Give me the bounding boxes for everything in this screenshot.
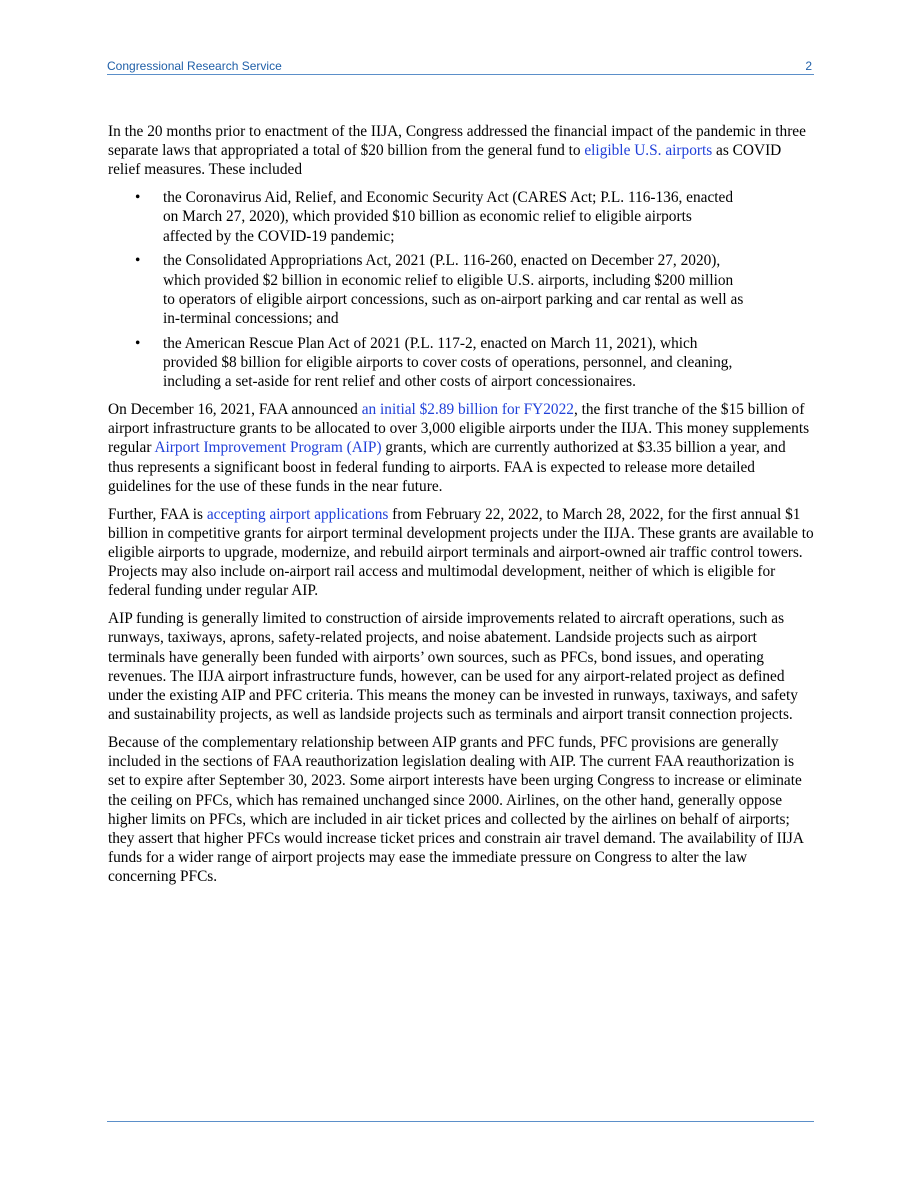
link-initial-funding[interactable]: an initial $2.89 billion for FY2022 bbox=[361, 401, 574, 419]
paragraph-text: from February 22, 2022, to March 28, 2022, for the first annual $1 billion in competitive grants for airport terminal development projects under the IIJA. These grants are available to eligible airports to upgrade, modernize, and rebuild airport terminals and airport-owned air traffic control towers. Projects may also include on-airport rail access and multimodal development, neither of which is eligible for federal funding under regular AIP. bbox=[108, 505, 814, 600]
paragraph-text: grants, which are currently authorized at $3.35 billion a year, and thus represents a significant boost in federal funding to airports. FAA is expected to release more detailed guidelines for the use of these funds in the near future. bbox=[108, 439, 786, 495]
paragraph-text: , the first tranche of the $15 billion of airport infrastructure grants to be allocated to over 3,000 eligible airports under the IIJA. This money supplements regular bbox=[108, 401, 810, 457]
list-item-text: the Coronavirus Aid, Relief, and Economic Security Act (CARES Act; P.L. 116-136, enacted on March 27, 2020), which provided $10 billion as economic relief to eligible airports affected by the COVID-19 pandemic; bbox=[163, 189, 734, 245]
paragraph-covid-relief bbox=[108, 122, 814, 180]
list-item-cares-act bbox=[108, 188, 814, 246]
header-divider bbox=[107, 74, 814, 75]
paragraph-aip-funding: AIP funding is generally limited to construction of airside improvements related to aircraft operations, such as runways, taxiways, aprons, safety-related projects, and noise abatement. Landside projects such as airport terminals have generally been funded with airports’ own sources, such as PFCs, bond issues, and operating revenues. The IIJA airport infrastructure funds, however, can be used for any airport-related project as defined under the existing AIP and PFC criteria. This means the money can be invested in runways, taxiways, and safety and sustainability projects, as well as landside projects such as terminals and airport transit connection projects. bbox=[108, 610, 798, 724]
list-item-consolidated-appropriations bbox=[108, 251, 814, 328]
footer-divider bbox=[107, 1121, 814, 1122]
link-airport-applications[interactable]: accepting airport applications bbox=[206, 505, 389, 523]
header-organization: Congressional Research Service bbox=[107, 59, 282, 73]
paragraph-terminal-grants bbox=[108, 505, 814, 601]
document-body bbox=[108, 122, 814, 895]
paragraph-text: as COVID relief measures. These included bbox=[108, 142, 782, 179]
paragraph-faa-announcement bbox=[108, 400, 814, 496]
bullet-icon: • bbox=[135, 252, 141, 270]
paragraph-text: On December 16, 2021, FAA announced bbox=[108, 401, 362, 419]
paragraph-text: In the 20 months prior to enactment of the IIJA, Congress addressed the financial impact of the pandemic in three separate laws that appropriated a total of $20 billion from the general fund to bbox=[108, 123, 806, 160]
covid-relief-list bbox=[108, 188, 814, 391]
paragraph-pfc-provisions: Because of the complementary relationship between AIP grants and PFC funds, PFC provisions are generally included in the sections of FAA reauthorization legislation dealing with AIP. The current FAA reauthorization is set to expire after September 30, 2023. Some airport interests have been urging Congress to increase or eliminate the ceiling on PFCs, which has remained unchanged since 2000. Airlines, on the other hand, generally oppose higher limits on PFCs, which are included in air ticket prices and collected by the airlines on behalf of airports; they assert that higher PFCs would increase ticket prices and constrain air travel demand. The availability of IIJA funds for a wider range of airport projects may ease the immediate pressure on Congress to alter the law concerning PFCs. bbox=[108, 734, 804, 886]
link-eligible-airports[interactable]: eligible U.S. airports bbox=[584, 142, 713, 160]
list-item-text: the Consolidated Appropriations Act, 2021 (P.L. 116-260, enacted on December 27, 2020), which provided $2 billion in economic relief to eligible U.S. airports, including $200 million to operators of eligible airport concessions, such as on-airport parking and car rental as well as in-terminal concessions; and bbox=[163, 252, 744, 328]
page-header bbox=[107, 57, 814, 74]
list-item-text: the American Rescue Plan Act of 2021 (P.L. 117-2, enacted on March 11, 2021), which provided $8 billion for eligible airports to cover costs of operations, personnel, and cleaning, including a set-aside for rent relief and other costs of airport concessionaires. bbox=[163, 334, 733, 391]
bullet-icon: • bbox=[135, 334, 141, 352]
page-number: 2 bbox=[805, 59, 812, 73]
list-item-american-rescue-plan bbox=[108, 334, 814, 392]
bullet-icon: • bbox=[135, 189, 141, 207]
paragraph-text: Further, FAA is bbox=[108, 505, 207, 523]
link-aip[interactable]: Airport Improvement Program (AIP) bbox=[154, 439, 382, 457]
